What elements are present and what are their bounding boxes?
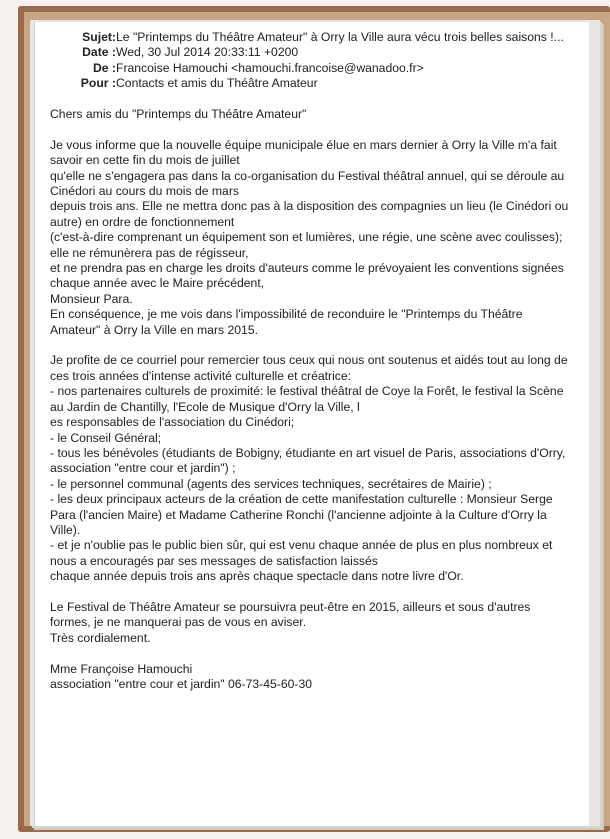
closing: Très cordialement.: [50, 630, 151, 645]
paragraph-1-line: depuis trois ans. Elle ne mettra donc pas à la disposition des compagnies un lieu (le Cinédori ou autre) en ordre de fonctionnement: [50, 199, 569, 229]
signature-name: Mme Françoise Hamouchi: [50, 661, 193, 676]
paragraph-1-line: et ne prendra pas en charge les droits d'auteurs comme le prévoyaient les conventions signées chaque année avec le Maire précédent,: [50, 261, 564, 291]
paragraph-2-line: chaque année depuis trois ans après chaque spectacle dans notre livre d'Or.: [50, 569, 464, 584]
to-row: [50, 76, 570, 91]
paragraph-2-line: - et je n'oublie pas le public bien sûr, qui est venu chaque année de plus en plus nombreux et nous a encouragés par ses messages de satisfaction laissés: [50, 538, 553, 568]
paragraph-2-line: - tous les bénévoles (étudiants de Bobigny, étudiante en art visuel de Paris, associations d'Orry, association "entre cour et jardin") ;: [50, 445, 566, 476]
paragraph-2-line: - nos partenaires culturels de proximité: le festival théâtral de Coye la Forêt, le festival la Scène au Jardin de Chantilly, l'Ecole de Musique d'Orry la Ville, l: [50, 384, 564, 414]
greeting: Chers amis du "Printemps du Théâtre Amateur": [50, 107, 307, 122]
from-label: De :: [92, 60, 116, 75]
paragraph-3-line: Le Festival de Théâtre Amateur se poursuivra peut-être en 2015, ailleurs et sous d'autres formes, je ne manquerai pas de vous en aviser.: [50, 599, 531, 630]
from-value: Francoise Hamouchi <hamouchi.francoise@wanadoo.fr>: [116, 60, 424, 75]
paragraph-2-line: - le Conseil Général;: [50, 430, 162, 445]
paragraph-1-line: (c'est-à-dire comprenant un équipement son et lumières, une régie, une scène avec coulisses); elle ne rémunèrera pas de régisseur,: [50, 230, 563, 260]
paragraph-2-line: - le personnel communal (agents des services techniques, secrétaires de Mairie) ;: [50, 476, 492, 491]
subject-label: Sujet:: [82, 30, 116, 44]
paragraph-2-line: - les deux principaux acteurs de la création de cette manifestation culturelle : Monsieur Serge Para (l'ancien Maire) et Madame Catherine Ronchi (l'ancienne adjointe à la Culture d'Orry la Ville).: [50, 492, 553, 537]
signature-association: association "entre cour et jardin" 06-73-45-60-30: [50, 676, 313, 691]
date-value: Wed, 30 Jul 2014 20:33:11 +0200: [116, 45, 299, 60]
paragraph-1-line: Je vous informe que la nouvelle équipe municipale élue en mars dernier à Orry la Ville m'a fait savoir en cette fin du mois de juillet: [50, 137, 557, 168]
subject-row: [50, 30, 570, 45]
to-label: Pour :: [80, 76, 116, 91]
paragraph-1-line: En conséquence, je me vois dans l'impossibilité de reconduire le "Printemps du Théâtre Amateur" à Orry la Ville en mars 2015.: [50, 307, 523, 337]
paragraph-2-line: Je profite de ce courriel pour remercier tous ceux qui nous ont soutenus et aidés tout au long de ces trois années d'intense activité culturelle et créatrice:: [50, 353, 568, 383]
email-printout: [50, 30, 570, 692]
from-row: [50, 61, 570, 76]
date-row: [50, 45, 570, 60]
to-value: Contacts et amis du Théâtre Amateur: [116, 76, 318, 91]
date-label: Date :: [82, 45, 116, 60]
paragraph-1-line: qu'elle ne s'engagera pas dans la co-organisation du Festival théâtral annuel, qui se déroule au Cinédori au cours du mois de mars: [50, 168, 565, 199]
subject-value: Le "Printemps du Théâtre Amateur" à Orry la Ville aura vécu trois belles saisons !...: [116, 30, 564, 44]
paragraph-2-line: es responsables de l'association du Cinédori;: [50, 415, 295, 430]
paragraph-1-line: Monsieur Para.: [50, 291, 133, 306]
